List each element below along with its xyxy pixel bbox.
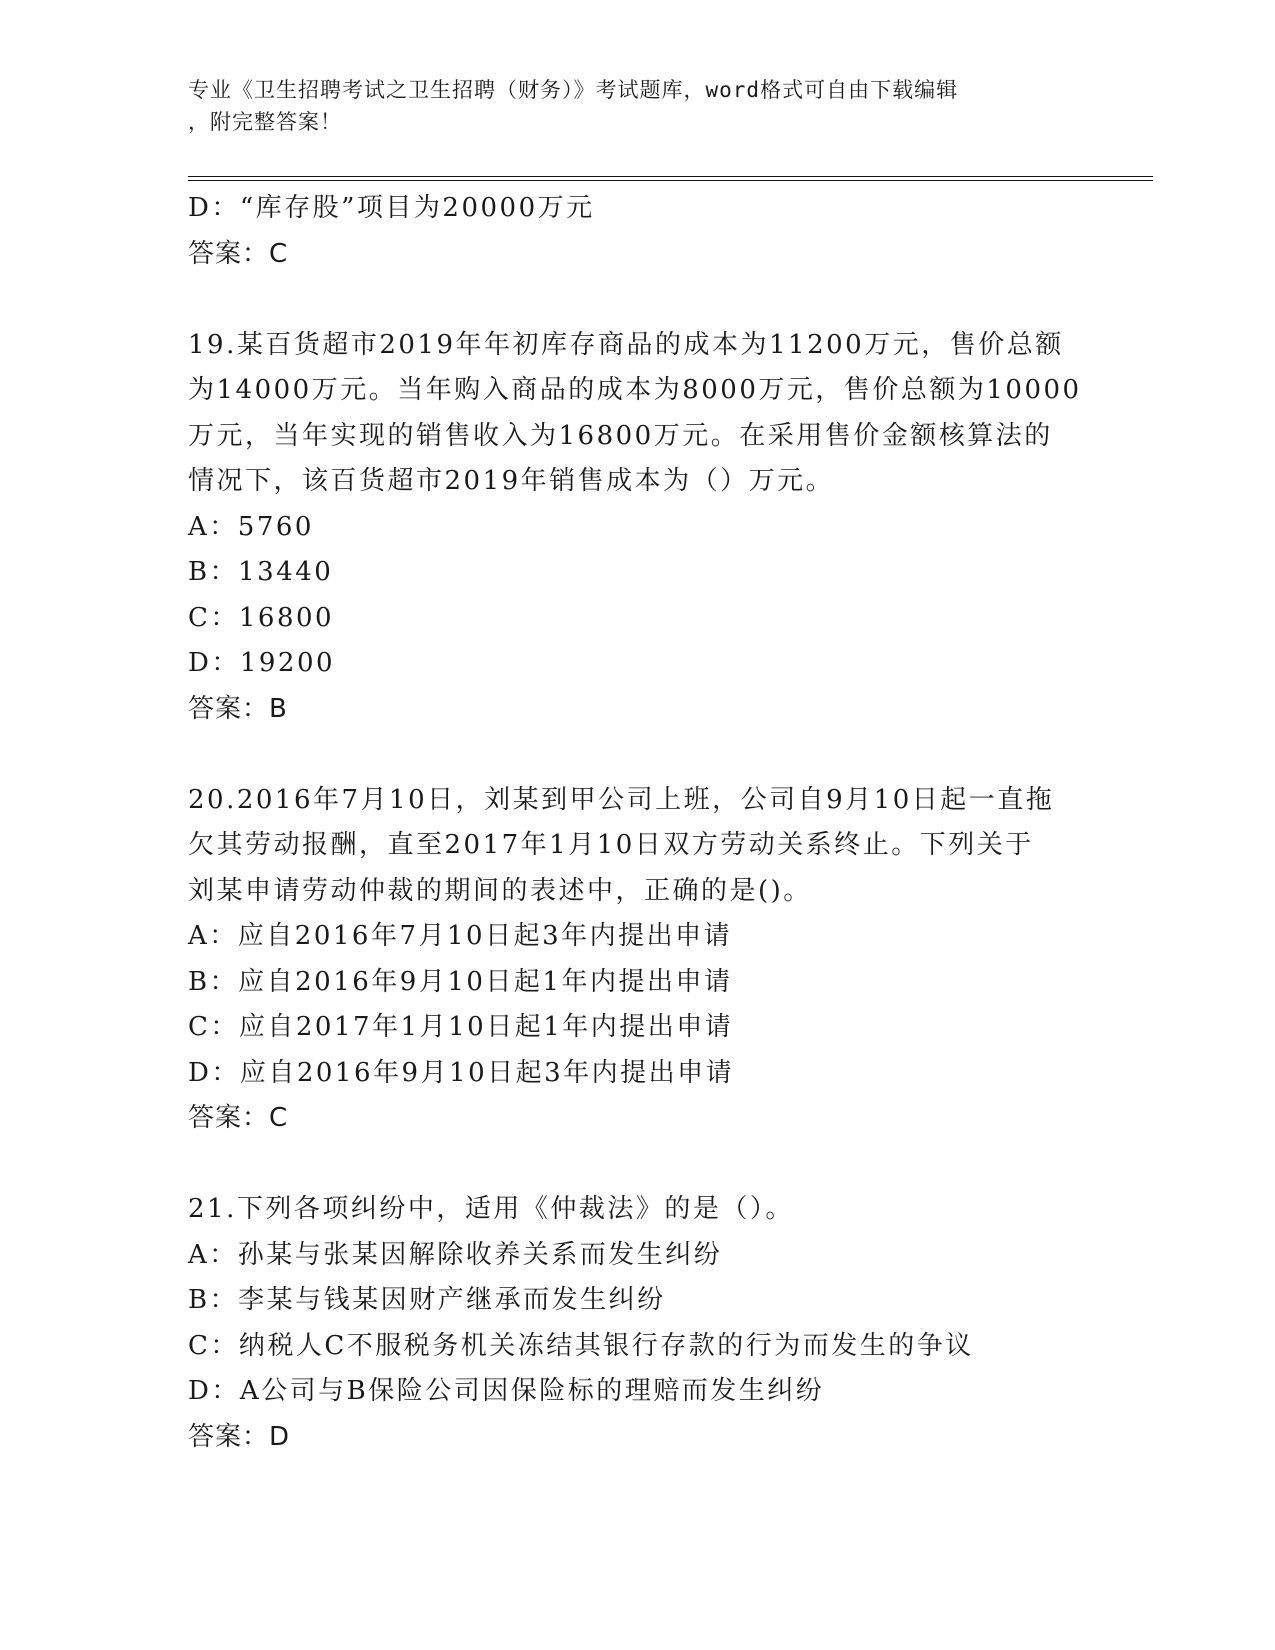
question-text-line: 万元，当年实现的销售收入为16800万元。在采用售价金额核算法的 [188, 420, 1053, 451]
question-text-line: 为14000万元。当年购入商品的成本为8000万元，售价总额为10000 [188, 375, 1082, 405]
option-c: C：纳税人C不服税务机关冻结其银行存款的行为而发生的争议 [188, 1330, 974, 1361]
prev-option-d: D：“库存股”项目为20000万元 [188, 193, 595, 223]
spacer [188, 1142, 1088, 1188]
answer: 答案：C [188, 1103, 289, 1133]
option-d: D：19200 [188, 648, 336, 678]
spacer [188, 732, 1088, 778]
question-19 [188, 323, 1088, 733]
option-d: D：A公司与B保险公司因保险标的理赔而发生纠纷 [188, 1376, 825, 1406]
option-b: B：应自2016年9月10日起1年内提出申请 [188, 966, 733, 997]
question-text-line: 刘某申请劳动仲裁的期间的表述中，正确的是()。 [188, 875, 812, 906]
header-line-2: ，附完整答案！ [188, 110, 342, 134]
option-c: C：应自2017年1月10日起1年内提出申请 [188, 1012, 734, 1042]
question-text-line: 19.某百货超市2019年年初库存商品的成本为11200万元，售价总额 [188, 329, 1064, 360]
answer: 答案：D [188, 1421, 291, 1452]
question-content [188, 186, 1088, 1460]
question-text-line: 20.2016年7月10日，刘某到甲公司上班，公司自9月10日起一直拖 [188, 784, 1055, 815]
header-divider-top [188, 176, 1153, 177]
prev-answer: 答案：C [188, 238, 289, 269]
header-divider-bottom [188, 180, 1153, 181]
question-20 [188, 778, 1088, 1142]
option-c: C：16800 [188, 602, 335, 633]
document-header [188, 74, 1068, 138]
option-a: A：应自2016年7月10日起3年内提出申请 [188, 921, 733, 951]
option-a: A：5760 [188, 511, 314, 542]
question-text-line: 欠其劳动报酬，直至2017年1月10日双方劳动关系终止。下列关于 [188, 830, 1034, 860]
option-b: B：李某与钱某因财产继承而发生纠纷 [188, 1285, 666, 1315]
question-text-line: 21.下列各项纠纷中，适用《仲裁法》的是（）。 [188, 1194, 794, 1224]
option-d: D：应自2016年9月10日起3年内提出申请 [188, 1057, 735, 1088]
spacer [188, 277, 1088, 323]
question-21 [188, 1187, 1088, 1460]
option-b: B：13440 [188, 557, 334, 587]
question-text-line: 情况下，该百货超市2019年销售成本为（）万元。 [188, 466, 835, 496]
header-line-1: 专业《卫生招聘考试之卫生招聘（财务）》考试题库，word格式可自由下载编辑 [188, 78, 959, 102]
option-a: A：孙某与张某因解除收养关系而发生纠纷 [188, 1239, 723, 1270]
answer: 答案：B [188, 693, 288, 724]
